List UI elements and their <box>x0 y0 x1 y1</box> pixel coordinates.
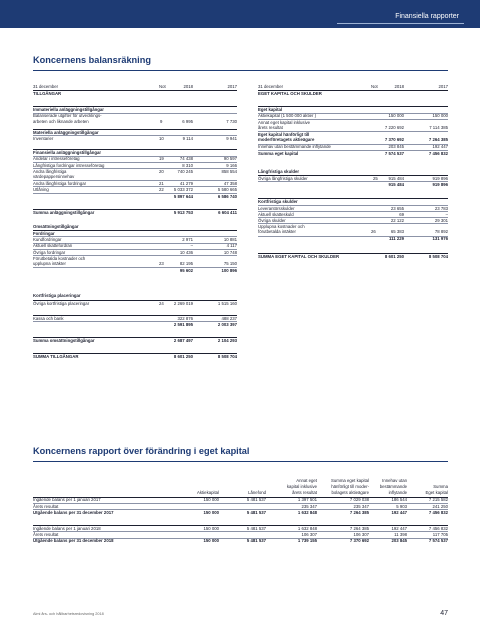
line-item: moderföretagets aktieägare 7 370 692 7 264 385 <box>258 137 448 143</box>
subtotal-row: 111 229 131 976 <box>258 236 448 242</box>
assets-heading: TILLGÅNGAR <box>33 90 237 96</box>
line-item: Innehav utan bestämmande inflytande 203 845 192 447 <box>258 144 448 150</box>
line-item: Balanserade utgifter för utvecklings- <box>33 113 237 119</box>
subtotal-row: 5 897 644 6 586 740 <box>33 193 237 199</box>
table-header: kapital inklusive hänförligt till moder- bestämmande Summa <box>286 484 448 490</box>
header-year-2017: 2017 <box>438 83 448 89</box>
group-title: Omsättningstillgångar <box>33 223 79 229</box>
line-item: Andra långfristiga 20 740 245 858 554 <box>33 168 237 174</box>
table-row: Ingående balans per 1 januari 2018 150 000 5 481 537 1 632 848 7 264 385 192 447 7 456 832 <box>33 526 448 532</box>
sum-fixed-assets: Summa anläggningstillgångar 5 913 753 6 604 411 <box>33 209 237 215</box>
header-year-2018: 2018 <box>394 83 404 89</box>
header-note: Not <box>371 83 378 89</box>
equity-changes-table <box>33 478 448 544</box>
balance-sheet-title: Koncernens balansräkning <box>33 55 151 65</box>
group-title: Immateriella anläggningstillgångar <box>33 106 237 112</box>
line-item: förutbetalda intäkter 26 65 383 78 892 <box>258 229 448 235</box>
group-title: Kortfristiga placeringar <box>33 293 81 299</box>
line-item: Förutbetalda kostnader och <box>33 255 237 261</box>
line-item: Kassa och bank 322 876 488 237 <box>33 315 237 321</box>
header-date: 31 december <box>33 83 59 89</box>
equity-changes-title: Koncernens rapport över förändring i eget kapital <box>33 446 250 456</box>
line-item: Långfristiga fordringar intresseföretag 8 310 9 166 <box>33 162 237 168</box>
equity-liabilities-column <box>258 84 448 259</box>
line-item: arbeten och liknande arbeten 9 6 995 7 730 <box>33 118 237 124</box>
line-item: Kundfordringar 2 971 10 881 <box>33 237 237 243</box>
line-item: Leverantörsskulder 23 655 23 783 <box>258 205 448 211</box>
line-item: Upplupna kostnader och <box>258 223 448 229</box>
line-item: Aktuell skattefordran – 4 117 <box>33 243 237 249</box>
group-title: Långfristiga skulder <box>258 168 300 174</box>
table-row: Utgående balans per 31 december 2017 150 000 5 481 537 1 632 848 7 264 385 192 447 7 456 832 <box>33 509 448 515</box>
header-year-2018: 2018 <box>183 83 193 89</box>
table-row: Ingående balans per 1 januari 2017 150 000 5 481 537 1 397 501 7 029 038 186 544 7 215 582 <box>33 497 448 503</box>
group-title: Finansiella anläggningstillgångar <box>33 149 237 155</box>
subtotal-row: 915 484 919 896 <box>258 181 448 187</box>
header-note: Not <box>159 83 166 89</box>
line-item: upplupna intäkter 23 82 195 75 150 <box>33 261 237 267</box>
header-date: 31 december <box>258 83 284 89</box>
subtotal-row: 2 591 895 2 003 397 <box>33 321 237 327</box>
line-item: Annat eget kapital inklusive <box>258 119 448 125</box>
footer-publication: Almi års- och hållbarhetsredovisning 2018 <box>33 612 104 616</box>
table-row: Utgående balans per 31 december 2018 150 000 5 481 537 1 739 155 7 370 692 203 845 7 574 537 <box>33 538 448 544</box>
assets-column <box>33 84 237 360</box>
line-item: Övriga långfristiga skulder 25 915 484 919 896 <box>258 175 448 181</box>
line-item: Eget kapital hänförligt till <box>258 131 448 137</box>
subtotal-row: 95 602 100 896 <box>33 267 237 273</box>
group-title: Materiella anläggningstillgångar <box>33 129 237 135</box>
title-rule <box>33 70 448 71</box>
section-name: Finansiella rapporter <box>395 13 459 20</box>
line-item: värdepappersinnehav <box>33 173 75 179</box>
line-item: årets resultat 7 220 692 7 114 385 <box>258 124 448 130</box>
header-year-2017: 2017 <box>227 83 237 89</box>
equity-heading: EGET KAPITAL OCH SKULDER <box>258 90 448 96</box>
table-row: Årets resultat 235 347 235 347 5 903 241 250 <box>33 503 448 509</box>
table-header: Aktiekapital Lånefond årets resultat bolagets aktieägare inflytande Eget kapital <box>197 490 448 496</box>
sum-current-assets: Summa omsättningstillgångar 2 687 497 2 104 293 <box>33 338 237 344</box>
table-row: Årets resultat 106 307 106 307 11 398 117 705 <box>33 532 448 538</box>
group-title: Kortfristiga skulder <box>258 198 448 204</box>
subgroup-title: Fordringar <box>33 230 237 236</box>
line-item: Andelar i intresseföretag 19 74 438 90 597 <box>33 156 237 162</box>
table-header: Annat eget Summa eget kapital Innehav utan <box>296 477 407 483</box>
page-number: 47 <box>440 610 448 617</box>
line-item: Övriga fordringar 10 436 10 748 <box>33 249 237 255</box>
line-item: Aktiekapital (1 500 000 aktier ) 150 000 150 000 <box>258 113 448 119</box>
total-assets: SUMMA TILLGÅNGAR 8 601 250 8 508 704 <box>33 354 237 360</box>
line-item: Inventarier 10 9 114 9 941 <box>33 136 237 142</box>
header-rule <box>337 23 464 24</box>
line-item: Andra långfristiga fordringar 21 41 279 47 358 <box>33 181 237 187</box>
title-rule <box>33 461 448 462</box>
line-item: Aktuell skatteskuld 69 – <box>258 211 448 217</box>
group-title: Eget kapital <box>258 106 448 112</box>
total-equity-liabilities: SUMMA EGET KAPITAL OCH SKULDER 8 601 250 8 508 704 <box>258 253 448 259</box>
line-item: Övriga kortfristiga placeringar 24 2 269 019 1 515 160 <box>33 300 237 306</box>
sum-equity: Summa eget kapital 7 574 537 7 456 832 <box>258 150 448 156</box>
line-item: Utlåning 22 5 033 372 5 580 665 <box>33 187 237 193</box>
line-item: Övriga skulder 22 122 29 301 <box>258 217 448 223</box>
